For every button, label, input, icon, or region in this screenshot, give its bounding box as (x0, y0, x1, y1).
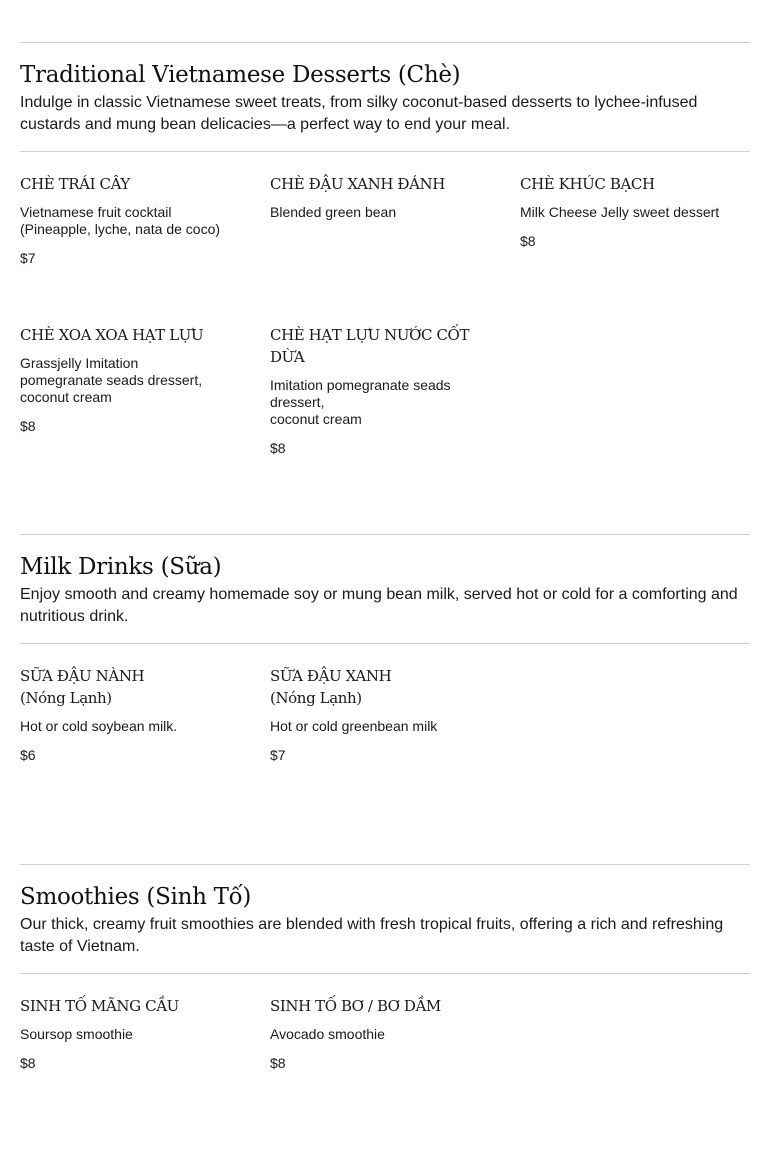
item-price: $8 (270, 1055, 286, 1071)
item-name: SỮA ĐẬU XANH (Nóng Lạnh) (270, 667, 392, 707)
item-name: SINH TỐ BƠ / BƠ DẦM (270, 997, 441, 1015)
menu-item (20, 324, 255, 435)
section-title: Smoothies (Sinh Tố) (20, 884, 252, 910)
menu-item (270, 324, 505, 457)
milk-drinks-section (20, 534, 750, 784)
section-title: Traditional Vietnamese Desserts (Chè) (20, 62, 461, 88)
item-description: Vietnamese fruit cocktail (Pineapple, lyche, nata de coco) (20, 204, 221, 237)
item-price: $6 (20, 747, 36, 763)
item-name: CHÈ XOA XOA HẠT LỰU (20, 326, 204, 344)
section-divider (20, 42, 750, 43)
menu-item (270, 173, 505, 221)
menu-item (20, 665, 255, 764)
item-price: $7 (20, 250, 36, 266)
item-description: Hot or cold soybean milk. (20, 718, 178, 734)
section-title: Milk Drinks (Sữa) (20, 554, 222, 580)
item-name: SINH TỐ MÃNG CẦU (20, 997, 179, 1015)
item-name: CHÈ KHÚC BẠCH (520, 175, 655, 193)
section-description: Our thick, creamy fruit smoothies are blended with fresh tropical fruits, offering a rich and refreshing taste of Vietnam. (20, 916, 724, 955)
item-price: $7 (270, 747, 286, 763)
desserts-section (20, 42, 750, 456)
smoothies-section (20, 864, 750, 1094)
item-price: $8 (270, 440, 286, 456)
section-description: Enjoy smooth and creamy homemade soy or mung bean milk, served hot or cold for a comforting and nutritious drink. (20, 586, 738, 625)
item-description: Soursop smoothie (20, 1026, 133, 1042)
menu-grid (20, 644, 750, 784)
section-divider (20, 534, 750, 535)
item-description: Milk Cheese Jelly sweet dessert (520, 204, 720, 220)
menu-item (270, 665, 505, 764)
item-name: CHÈ TRÁI CÂY (20, 175, 130, 193)
item-name: SỮA ĐẬU NÀNH (Nóng Lạnh) (20, 667, 145, 707)
item-name: CHÈ HẠT LỰU NƯỚC CỐT DỪA (270, 326, 470, 366)
item-description: Grassjelly Imitation pomegranate seads dressert, coconut cream (20, 355, 203, 405)
item-description: Imitation pomegranate seads dressert, coconut cream (270, 377, 451, 427)
menu-item (20, 995, 255, 1072)
item-description: Avocado smoothie (270, 1026, 385, 1042)
item-price: $8 (20, 1055, 36, 1071)
menu-item (20, 173, 255, 267)
menu-grid (20, 974, 750, 1094)
item-description: Blended green bean (270, 204, 397, 220)
menu-grid (20, 152, 750, 456)
menu-item (270, 995, 505, 1072)
item-name: CHÈ ĐẬU XANH ĐÁNH (270, 175, 445, 193)
menu-item (520, 173, 755, 250)
item-description: Hot or cold greenbean milk (270, 718, 438, 734)
section-divider (20, 864, 750, 865)
item-price: $8 (520, 233, 536, 249)
item-price: $8 (20, 418, 36, 434)
section-description: Indulge in classic Vietnamese sweet treats, from silky coconut-based desserts to lychee-infused custards and mung bean delicacies—a perfect way to end your meal. (20, 94, 698, 133)
